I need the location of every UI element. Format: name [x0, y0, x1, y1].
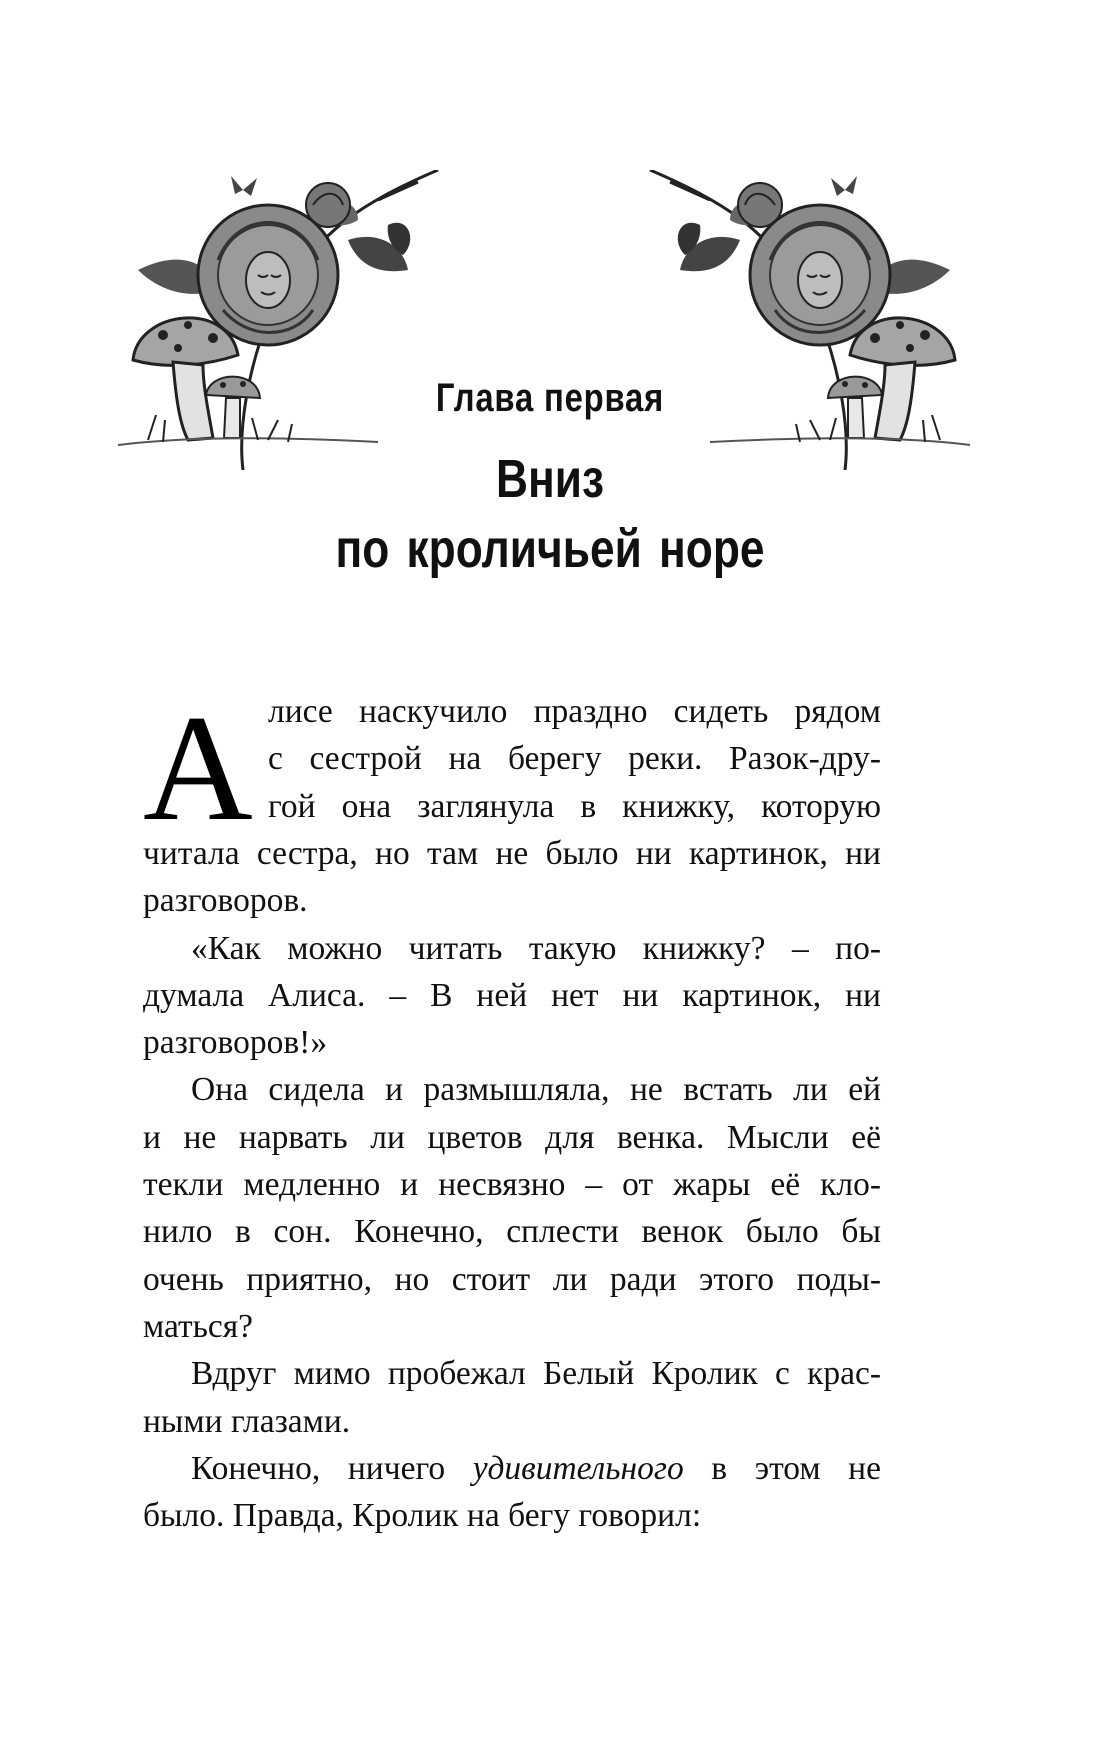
- text-line: думала Алиса. – В ней нет ни картинок, ни: [143, 976, 881, 1014]
- italic-text: удивительного: [472, 1449, 684, 1487]
- paragraph-1-dropcap-lines: [268, 688, 881, 830]
- body-text: [143, 830, 881, 1539]
- text-segment: в этом не: [683, 1449, 881, 1487]
- text-line: Вдруг мимо пробежал Белый Кролик с крас-: [191, 1355, 881, 1393]
- text-line: было. Правда, Кролик на бегу говорил:: [143, 1497, 702, 1535]
- text-line: [143, 1445, 881, 1492]
- text-line: маться?: [143, 1307, 254, 1345]
- text-line: лисе наскучило праздно сидеть рядом: [268, 693, 881, 730]
- chapter-title-line-2: по кроличьей норе: [335, 519, 765, 579]
- text-line: ными глазами.: [143, 1402, 351, 1440]
- text-line: Она сидела и размышляла, не встать ли ей: [191, 1071, 881, 1109]
- chapter-title-line-1: Вниз: [496, 449, 604, 509]
- text-line: очень приятно, но стоит ли ради этого поды-: [143, 1260, 881, 1298]
- text-line: читала сестра, но там не было ни картинок, ни: [143, 835, 881, 872]
- text-segment: Конечно, ничего: [191, 1449, 473, 1487]
- chapter-label: Глава первая: [435, 376, 665, 420]
- text-line: текли медленно и несвязно – от жары её кло-: [143, 1166, 881, 1204]
- text-line: разговоров.: [143, 882, 308, 920]
- text-line: гой она заглянула в книжку, которую: [268, 787, 881, 825]
- text-line: и не нарвать ли цветов для венка. Мысли её: [143, 1118, 881, 1156]
- text-line: нило в сон. Конечно, сплести венок было бы: [143, 1213, 881, 1251]
- text-line: разговоров!»: [143, 1024, 328, 1062]
- text-line: с сестрой на берегу реки. Разок-дру-: [268, 740, 881, 778]
- text-line: «Как можно читать такую книжку? – по-: [191, 929, 881, 967]
- drop-cap: А: [143, 684, 253, 852]
